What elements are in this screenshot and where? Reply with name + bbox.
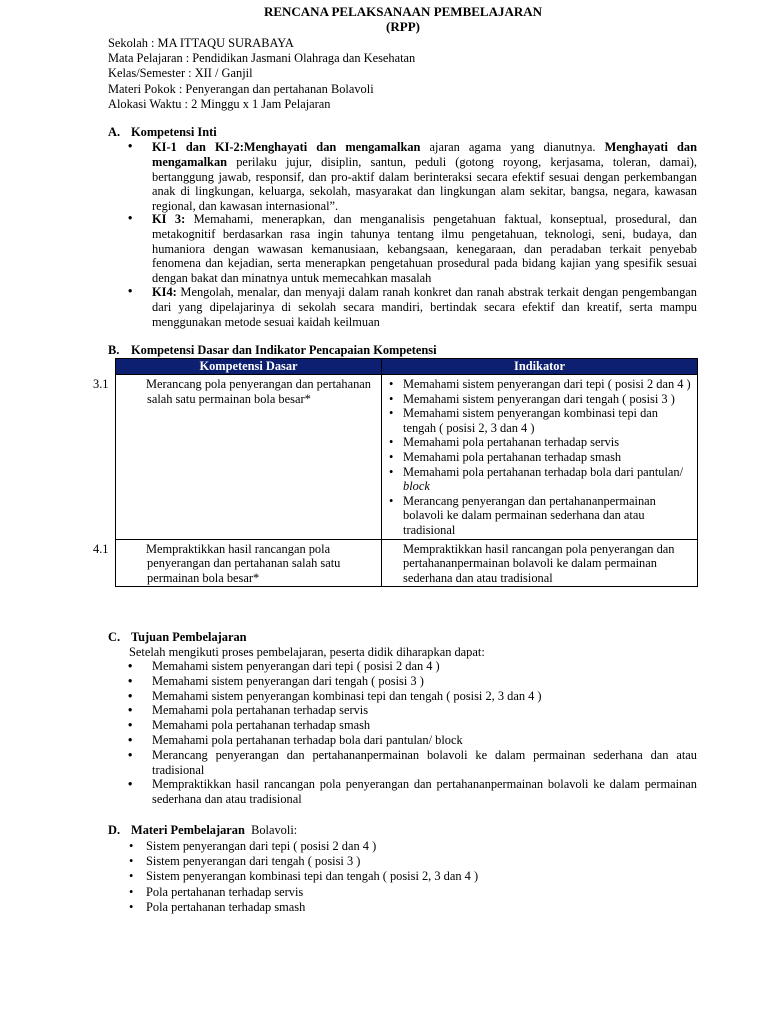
section-d-letter: D. xyxy=(108,823,121,837)
material-text: Pola pertahanan terhadap servis xyxy=(146,884,304,899)
list-item xyxy=(386,450,694,465)
ki1-bullet: • xyxy=(128,139,133,153)
kd-4-1-description: Mempraktikkan hasil rancangan pola penyerangan dan pertahanan salah satu permainan bola besar* xyxy=(146,541,341,585)
indicator-text: Memahami sistem penyerangan dari tengah ( posisi 3 ) xyxy=(403,391,675,406)
indicator-text: Memahami pola pertahanan terhadap bola dari pantulan/ xyxy=(403,464,684,479)
section-a-heading xyxy=(108,125,217,140)
table-row xyxy=(116,539,698,587)
section-d-heading xyxy=(108,823,297,838)
section-c-letter: C. xyxy=(108,630,121,644)
objective-text: Memahami pola pertahanan terhadap smash xyxy=(152,718,371,733)
indicator-text: Memahami pola pertahanan terhadap servis xyxy=(403,435,620,450)
list-item xyxy=(386,392,694,407)
objective-bullet: • xyxy=(128,659,133,673)
list-item xyxy=(386,465,694,494)
objective-text: Memahami pola pertahanan terhadap bola dari pantulan/ block xyxy=(152,732,463,747)
info-school: Sekolah : MA ITTAQU SURABAYA xyxy=(108,36,294,50)
column-header-indicator: Indikator xyxy=(382,359,698,375)
objective-text: Memahami pola pertahanan terhadap servis xyxy=(152,703,369,718)
material-bullet: • xyxy=(129,839,134,853)
ki3-paragraph xyxy=(152,212,697,286)
list-item xyxy=(128,718,697,733)
material-bullet: • xyxy=(129,899,134,914)
kd-4-1-number: 4.1 xyxy=(93,541,109,556)
section-c-heading xyxy=(108,630,247,645)
material-text: Sistem penyerangan dari tepi ( posisi 2 dan 4 ) xyxy=(146,839,377,853)
info-time-allocation: Alokasi Waktu : 2 Minggu x 1 Jam Pelajaran xyxy=(108,96,331,111)
objective-text: Merancang penyerangan dan pertahananpermainan bolavoli ke dalam permainan sederhana dan atau tradisional xyxy=(152,747,697,777)
indicator-text: Merancang penyerangan dan pertahananpermainan bolavoli ke dalam permainan sederhana dan atau tradisional xyxy=(403,493,656,537)
list-item xyxy=(128,854,688,869)
list-item xyxy=(386,542,694,586)
ki1-label: KI-1 dan KI-2:Menghayati dan mengamalkan xyxy=(152,140,421,154)
indicator-bullet: • xyxy=(389,464,394,479)
section-b-title: Kompetensi Dasar dan Indikator Pencapaian Kompetensi xyxy=(131,343,437,357)
list-item xyxy=(128,869,688,884)
objective-text: Memahami sistem penyerangan kombinasi tepi dan tengah ( posisi 2, 3 dan 4 ) xyxy=(152,688,542,703)
learning-objectives-list xyxy=(128,659,697,807)
list-item xyxy=(128,839,688,854)
section-c-title: Tujuan Pembelajaran xyxy=(131,630,247,644)
material-text: Sistem penyerangan dari tengah ( posisi 3 ) xyxy=(146,854,361,869)
kd-3-1-text xyxy=(93,377,378,406)
indicator-cell-4-1 xyxy=(382,539,698,587)
ki1-text-a: ajaran agama yang dianutnya. xyxy=(420,140,605,154)
objective-bullet: • xyxy=(128,703,133,718)
indicator-text: Mempraktikkan hasil rancangan pola penyerangan dan pertahananpermainan bolavoli ke dalam permainan sederhana dan atau tradisional xyxy=(403,541,675,585)
column-header-kd: Kompetensi Dasar xyxy=(116,359,382,375)
section-c-intro: Setelah mengikuti proses pembelajaran, peserta didik diharapkan dapat: xyxy=(129,645,485,659)
objective-text: Memahami sistem penyerangan dari tepi ( posisi 2 dan 4 ) xyxy=(152,659,440,673)
indicator-bullet: • xyxy=(389,377,394,391)
objective-bullet: • xyxy=(128,732,133,747)
list-item xyxy=(128,777,697,807)
ki4-paragraph xyxy=(152,285,697,329)
list-item xyxy=(386,377,694,392)
list-item xyxy=(128,885,688,900)
list-item xyxy=(386,406,694,435)
objective-text: Memahami sistem penyerangan dari tengah ( posisi 3 ) xyxy=(152,673,424,688)
material-bullet: • xyxy=(129,854,134,869)
indicator-text: Memahami sistem penyerangan dari tepi ( posisi 2 dan 4 ) xyxy=(403,377,691,391)
table-row xyxy=(116,375,698,540)
indicator-bullet: • xyxy=(389,493,394,508)
kd-3-1-description: Merancang pola penyerangan dan pertahanan salah satu permainan bola besar* xyxy=(146,377,371,406)
material-text: Sistem penyerangan kombinasi tepi dan tengah ( posisi 2, 3 dan 4 ) xyxy=(146,869,479,884)
section-d-title-suffix: Bolavoli: xyxy=(244,823,298,837)
list-item xyxy=(128,703,697,718)
competency-table xyxy=(93,358,698,587)
learning-material-list xyxy=(128,839,688,915)
ki3-text: Memahami, menerapkan, dan menganalisis pengetahuan faktual, konseptual, prosedural, dan metakognitif berdasarkan rasa ingin tahunya tentang ilmu pengetahuan, teknologi, seni, budaya, dan humaniora dengan wawasan kemanusiaan, kebangsaan, kenegaraan, dan peradaban terkait penyebab fenomena dan kejadian, serta menerapkan pengetahuan prosedural pada bidang kajian yang spesifik sesuai dengan bakat dan minatnya untuk memecahkan masalah xyxy=(152,212,697,286)
ki1-ki2-paragraph xyxy=(152,140,697,214)
objective-text: Mempraktikkan hasil rancangan pola penyerangan dan pertahananpermainan bolavoli ke dalam permainan sederhana dan atau tradisional xyxy=(152,777,697,807)
ki4-label: KI4: xyxy=(152,285,177,299)
material-bullet: • xyxy=(129,869,134,884)
list-item xyxy=(128,900,688,915)
kd-cell-3-1 xyxy=(93,375,382,540)
competency-table-header xyxy=(116,359,698,375)
identity-info-block xyxy=(108,36,415,112)
section-a-letter: A. xyxy=(108,125,121,139)
indicator-list-4-1 xyxy=(386,542,694,586)
list-item xyxy=(128,748,697,778)
material-text: Pola pertahanan terhadap smash xyxy=(146,899,306,914)
objective-bullet: • xyxy=(128,747,133,762)
indicator-bullet: • xyxy=(389,391,394,406)
list-item xyxy=(386,494,694,538)
section-a-title: Kompetensi Inti xyxy=(131,125,217,139)
indicator-cell-3-1 xyxy=(382,375,698,540)
indicator-bullet: • xyxy=(389,406,394,421)
ki3-label: KI 3: xyxy=(152,212,186,226)
kd-3-1-number: 3.1 xyxy=(93,377,109,391)
list-item xyxy=(128,674,697,689)
objective-bullet: • xyxy=(128,673,133,688)
document-title: RENCANA PELAKSANAAN PEMBELAJARAN xyxy=(263,4,543,19)
info-main-material: Materi Pokok : Penyerangan dan pertahanan Bolavoli xyxy=(108,81,374,96)
section-b-heading xyxy=(108,343,437,358)
info-subject: Mata Pelajaran : Pendidikan Jasmani Olahraga dan Kesehatan xyxy=(108,51,416,66)
ki2-label: Menghayati dan mengamalkan xyxy=(152,140,697,169)
indicator-list-3-1 xyxy=(386,377,694,538)
info-class-semester: Kelas/Semester : XII / Ganjil xyxy=(108,66,253,81)
indicator-text: Memahami sistem penyerangan kombinasi tepi dan tengah ( posisi 2, 3 dan 4 ) xyxy=(403,406,658,435)
list-item xyxy=(128,733,697,748)
material-bullet: • xyxy=(129,884,134,899)
kd-4-1-text xyxy=(93,541,378,586)
ki2-text: perilaku jujur, disiplin, santun, peduli (gotong royong, kerjasama, toleran, damai), bertanggung jawab, responsif, dan pro-aktif dalam berinteraksi secara efektif sesuai dengan perkembangan anak di lingkungan, keluarga, sekolah, masyarakat dan lingkungan alam sekitar, bangsa, negara, kawasan regional, dan kawasan internasional”. xyxy=(152,154,697,214)
kd-cell-4-1 xyxy=(93,539,382,587)
list-item xyxy=(386,435,694,450)
list-item xyxy=(128,659,697,674)
indicator-bullet: • xyxy=(389,435,394,450)
ki4-bullet: • xyxy=(128,284,133,298)
ki3-bullet: • xyxy=(128,211,133,225)
indicator-italic-term: block xyxy=(403,479,430,494)
ki4-text: Mengolah, menalar, dan menyaji dalam ranah konkret dan ranah abstrak terkait dengan pengembangan dari yang dipelajarinya di sekolah secara mandiri, bertindak secara efektif dan kreatif, serta mampu menggunakan metode sesuai kaidah keilmuan xyxy=(152,285,697,329)
list-item xyxy=(128,689,697,704)
section-d-title: Materi Pembelajaran xyxy=(131,823,245,837)
objective-bullet: • xyxy=(128,777,133,792)
objective-bullet: • xyxy=(128,718,133,733)
document-subtitle: (RPP) xyxy=(386,19,420,34)
indicator-text: Memahami pola pertahanan terhadap smash xyxy=(403,449,622,464)
section-b-letter: B. xyxy=(108,343,120,357)
indicator-bullet: • xyxy=(389,449,394,464)
objective-bullet: • xyxy=(128,688,133,703)
